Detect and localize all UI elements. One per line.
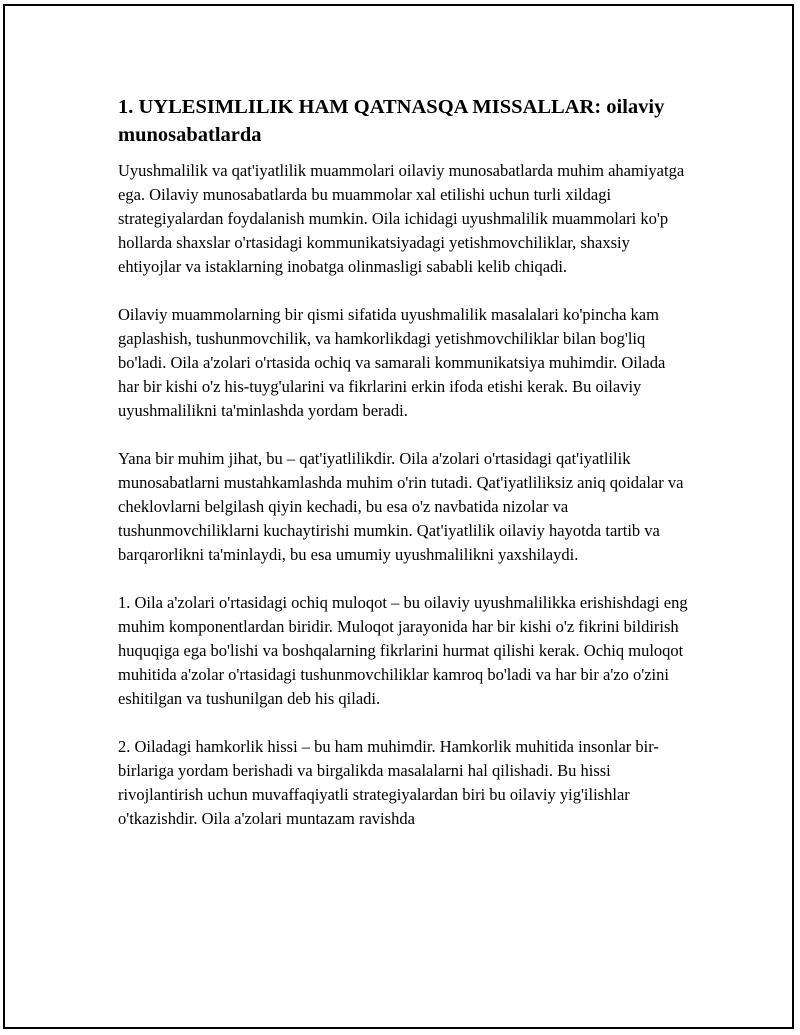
paragraph-3: Yana bir muhim jihat, bu – qat'iyatlilikdir. Oila a'zolari o'rtasidagi qat'iyatlilik munosabatlarni mustahkamlashda muhim o'rin tutadi. Qat'iyatliliksiz aniq qoidalar va cheklovlarni belgilash qiyin kechadi, bu esa o'z navbatida nizolar va tushunmovchiliklarni kuchaytirishi mumkin. Qat'iyatlilik oilaviy hayotda tartib va barqarorlikni ta'minlaydi, bu esa umumiy uyushmalilikni yaxshilaydi. [118,449,684,564]
paragraph-2: Oilaviy muammolarning bir qismi sifatida uyushmalilik masalalari ko'pincha kam gaplashish, tushunmovchilik, va hamkorlikdagi yetishmovchiliklar bilan bog'liq bo'ladi. Oila a'zolari o'rtasida ochiq va samarali kommunikatsiya muhimdir. Oilada har bir kishi o'z his-tuyg'ularini va fikrlarini erkin ifoda etishi kerak. Bu oilaviy uyushmalilikni ta'minlashda yordam beradi. [118,305,666,420]
paragraph-1: Uyushmalilik va qat'iyatlilik muammolari oilaviy munosabatlarda muhim ahamiyatga ega. Oilaviy munosabatlarda bu muammolar xal etilishi uchun turli xildagi strategiyalardan foydalanish mumkin. Oila ichidagi uyushmalilik muammolari ko'p hollarda shaxslar o'rtasidagi kommunikatsiyadagi yetishmovchiliklar, shaxsiy ehtiyojlar va istaklarning inobatga olinmasligi sababli kelib chiqadi. [118,161,685,276]
paragraph-5: 2. Oiladagi hamkorlik hissi – bu ham muhimdir. Hamkorlik muhitida insonlar bir-birlariga yordam berishadi va birgalikda masalalarni hal qilishadi. Bu hissi rivojlantirish uchun muvaffaqiyatli strategiyalardan biri bu oilaviy yig'ilishlar o'tkazishdir. Oila a'zolari muntazam ravishda [118,737,659,828]
document-body [118,93,690,855]
paragraph-4: 1. Oila a'zolari o'rtasidagi ochiq muloqot – bu oilaviy uyushmalilikka erishishdagi eng muhim komponentlardan biridir. Muloqot jarayonida har bir kishi o'z fikrini bildirish huquqiga ega bo'lishi va boshqalarning fikrlarini hurmat qilishi kerak. Ochiq muloqot muhitida a'zolar o'rtasidagi tushunmovchiliklar kamroq bo'ladi va har bir a'zo o'zini eshitilgan va tushunilgan deb his qiladi. [118,593,688,708]
document-title: 1. UYLESIMLILIK HAM QATNASQA MISSALLAR: oilaviy munosabatlarda [118,96,665,146]
